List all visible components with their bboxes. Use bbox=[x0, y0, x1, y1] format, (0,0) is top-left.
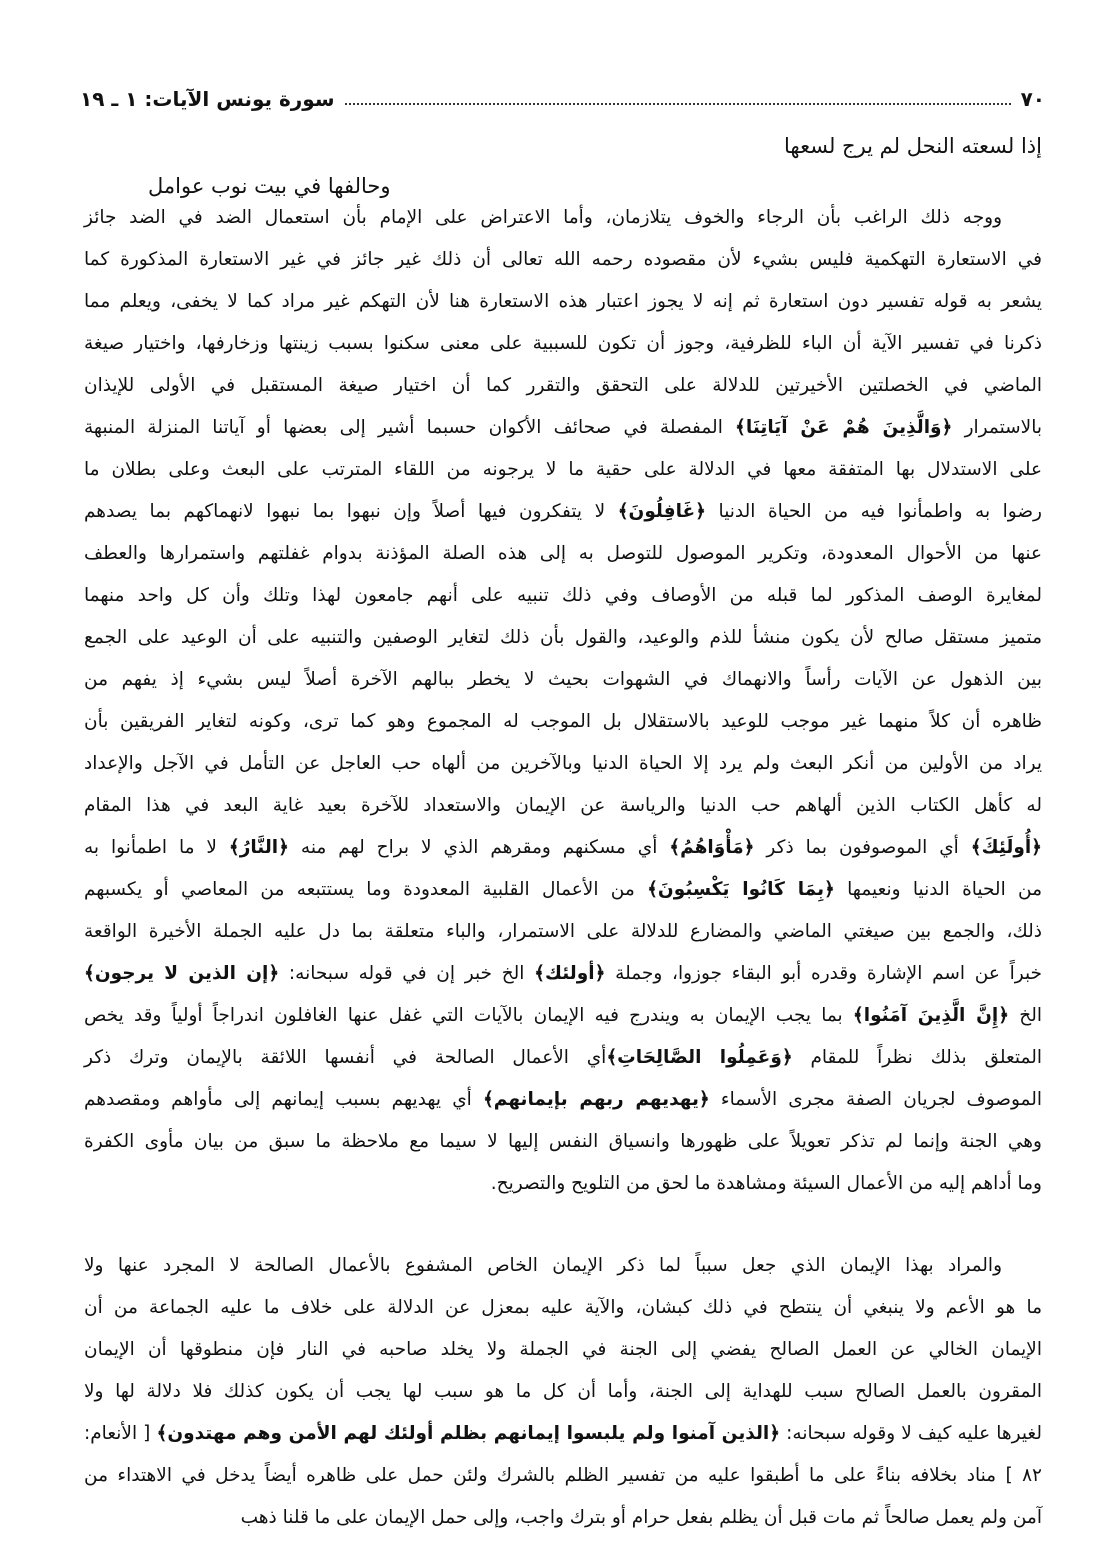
text-line: لمغايرة الوصف المذكور لما قبله من الأوصاف وفي ذلك تنبيه على أنهم جامعون لهذا وتلك وأن كل واحد منهما bbox=[84, 584, 1042, 606]
quran-quote: ﴿الذين آمنوا ولم يلبسوا إيمانهم بظلم أولئك لهم الأمن وهم مهتدون﴾ bbox=[156, 1422, 781, 1444]
verse-second-hemistich: وحالفها في بيت نوب عوامل bbox=[148, 174, 391, 198]
quran-quote: ﴿وَالَّذِينَ هُمْ عَنْ آيَاتِنَا﴾ bbox=[735, 416, 953, 438]
quran-quote: ﴿وَعَمِلُوا الصَّالِحَاتِ﴾ bbox=[606, 1046, 793, 1068]
text-line: رضوا به واطمأنوا فيه من الحياة الدنيا ﴿غَافِلُونَ﴾ لا يتفكرون فيها أصلاً وإن نبهوا بما نبهوا لانهماكهم بما يصدهم bbox=[84, 500, 1042, 522]
text-line: متميز مستقل صالح لأن يكون منشأ للذم والوعيد، والقول بأن ذلك لتغاير الوصفين والتنبيه على أن الوعيد على الجمع bbox=[84, 626, 1042, 648]
running-title: سورة يونس الآيات: ١ ـ ١٩ bbox=[80, 87, 335, 111]
quran-quote: ﴿مَأْوَاهُمُ﴾ bbox=[669, 836, 755, 858]
text-line: ﴿أُولَئِكَ﴾ أي الموصوفون بما ذكر ﴿مَأْوَاهُمُ﴾ أي مسكنهم ومقرهم الذي لا براح لهم منه ﴿النَّارُ﴾ لا ما اطمأنوا به bbox=[84, 836, 1042, 858]
text-line: خبراً عن اسم الإشارة وقدره أبو البقاء جوزوا، وجملة ﴿أولئك﴾ الخ خبر إن في قوله سبحانه: ﴿إن الذين لا يرجون﴾ bbox=[84, 962, 1042, 984]
page-number: ٧٠ bbox=[1020, 87, 1045, 111]
text-line: الخ ﴿إِنَّ الَّذِينَ آمَنُوا﴾ بما يجب الإيمان به ويندرج فيه الإيمان بالآيات التي غفل عنها الغافلون اندراجاً أولياً وقد يخص bbox=[84, 1004, 1042, 1026]
text-line: عنها من الأحوال المعدودة، وتكرير الموصول للتوصل به إلى هذه الصلة المؤذنة بدوام غفلتهم واستمرارها والعطف bbox=[84, 542, 1042, 564]
text-line: على الاستدلال بها المتفقة معها في الدلالة على حقية ما لا يرجونه من اللقاء المترتب على البعث وعلى بطلان ما bbox=[84, 458, 1042, 480]
text-line: ظاهره أن كلاً منهما غير موجب للوعيد بالاستقلال بل الموجب له المجموع وهو كما ترى، وكونه لتغاير الفريقين بأن bbox=[84, 710, 1042, 732]
paragraph-2 bbox=[84, 1250, 1042, 1544]
text-line: المقرون بالعمل الصالح سبب للهداية إلى الجنة، وأما أن كل ما هو سبب لها يجب أن يكون كذلك فلا دلالة لها ولا bbox=[84, 1380, 1042, 1402]
quran-quote: ﴿غَافِلُونَ﴾ bbox=[617, 500, 707, 522]
text-line: ذكرنا في تفسير الآية أن الباء للظرفية، وجوز أن تكون للسببية على معنى سكنوا بسبب زينتها وزخارفها، واختيار صيغة bbox=[84, 332, 1042, 354]
text-line: بين الذهول عن الآيات رأساً والانهماك في الشهوات بحيث لا يخطر ببالهم الآخرة أصلاً ليس بشيء إذ يفهم من bbox=[84, 668, 1042, 690]
text-line: آمن ولم يعمل صالحاً ثم مات قبل أن يظلم بفعل حرام أو بترك واجب، وإلى حمل الإيمان على ما قلنا ذهب bbox=[240, 1506, 1042, 1528]
text-line: يراد من الأولين من أنكر البعث ولم يرد إلا الحياة الدنيا وبالآخرين من ألهاه حب العاجل عن التأمل في الآجل والإعداد bbox=[84, 752, 1042, 774]
page-header bbox=[80, 84, 1045, 114]
quran-quote: ﴿يهديهم ربهم بإيمانهم﴾ bbox=[482, 1088, 710, 1110]
text-line: من الحياة الدنيا ونعيمها ﴿بِمَا كَانُوا يَكْسِبُونَ﴾ من الأعمال القلبية المعدودة وما يستتبعه من المعاصي أو يكسبهم bbox=[84, 878, 1043, 900]
text-line: ووجه ذلك الراغب بأن الرجاء والخوف يتلازمان، وأما الاعتراض على الإمام بأن استعمال الضد في الضد جائز bbox=[84, 207, 1002, 228]
text-line: ما هو الأعم ولا ينبغي أن ينتطح في ذلك كبشان، والآية عليه بمعزل عن الدلالة على خلاف ما عليه الجماعة من أن bbox=[84, 1296, 1042, 1318]
quran-quote: ﴿أُولَئِكَ﴾ bbox=[970, 836, 1042, 858]
quran-quote: ﴿إِنَّ الَّذِينَ آمَنُوا﴾ bbox=[852, 1004, 1010, 1026]
text-line: الإيمان الخالي عن العمل الصالح يفضي إلى الجنة في الجملة ولا يخلد صاحبه في النار فإن منطوقها أن الإيمان bbox=[84, 1338, 1042, 1360]
text-line: ٨٢ ] مناد بخلافه بناءً على ما أطبقوا عليه من تفسير الظلم بالشرك ولئن حمل على ظاهره أيضاً يدخل في الاهتداء من bbox=[84, 1464, 1042, 1486]
text-line: الموصوف لجريان الصفة مجرى الأسماء ﴿يهديهم ربهم بإيمانهم﴾ أي يهديهم بسبب إيمانهم إلى مأواهم ومقصدهم bbox=[84, 1088, 1043, 1110]
quran-quote: ﴿النَّارُ﴾ bbox=[228, 836, 289, 858]
paragraph-1 bbox=[84, 202, 1042, 1210]
text-line: الماضي في الخصلتين الأخيرتين للدلالة على التحقق والتقرر كما أن اختيار صيغة المستقبل في الأولى للإيذان bbox=[84, 374, 1042, 396]
text-line: والمراد بهذا الإيمان الذي جعل سبباً لما ذكر الإيمان الخاص المشفوع بالأعمال الصالحة لا المجرد عنها ولا bbox=[84, 1255, 1002, 1276]
text-line: وما أداهم إليه من الأعمال السيئة ومشاهدة ما لحق من التلويح والتصريح. bbox=[490, 1172, 1042, 1194]
text-line: بالاستمرار ﴿وَالَّذِينَ هُمْ عَنْ آيَاتِنَا﴾ المفصلة في صحائف الأكوان حسبما أشير إلى بعضها أو آياتنا المنزلة المنبهة bbox=[84, 416, 1042, 438]
dotted-leader bbox=[345, 103, 1011, 105]
text-line: يشعر به قوله تفسير دون استعارة ثم إنه لا يجوز اعتبار هذه الاستعارة هنا لأن التهكم غير مراد كما لا يخفى، ويعلم مما bbox=[84, 290, 1042, 312]
text-line: له كأهل الكتاب الذين ألهاهم حب الدنيا والرياسة عن الإيمان والاستعداد للآخرة بعيد غاية البعد في هذا المقام bbox=[84, 794, 1042, 816]
quran-quote: ﴿أولئك﴾ bbox=[534, 962, 606, 984]
text-line: المتعلق بذلك نظراً للمقام ﴿وَعَمِلُوا الصَّالِحَاتِ﴾أي الأعمال الصالحة في أنفسها اللائقة بالإيمان وترك ذكر bbox=[84, 1046, 1042, 1068]
quran-quote: ﴿إن الذين لا يرجون﴾ bbox=[84, 962, 280, 984]
text-line: وهي الجنة وإنما لم تذكر تعويلاً على ظهورها وانسياق النفس إليها لا سيما مع ملاحظة ما سبق من بيان مأوى الكفرة bbox=[84, 1130, 1042, 1152]
text-line: في الاستعارة التهكمية فليس بشيء لأن مقصوده رحمه الله تعالى أن ذلك غير جائز في غير الاستعارة المذكورة كما bbox=[84, 248, 1042, 270]
quran-quote: ﴿بِمَا كَانُوا يَكْسِبُونَ﴾ bbox=[647, 878, 835, 900]
text-line: ذلك، والجمع بين صيغتي الماضي والمضارع للدلالة على الاستمرار، والباء متعلقة بما دل عليه الجملة الأخيرة الواقعة bbox=[84, 920, 1042, 942]
verse-first-hemistich: إذا لسعته النحل لم يرج لسعها bbox=[784, 134, 1042, 158]
text-line: لغيرها عليه كيف لا وقوله سبحانه: ﴿الذين آمنوا ولم يلبسوا إيمانهم بظلم أولئك لهم الأمن وهم مهتدون﴾ [ الأنعام: bbox=[84, 1422, 1042, 1444]
